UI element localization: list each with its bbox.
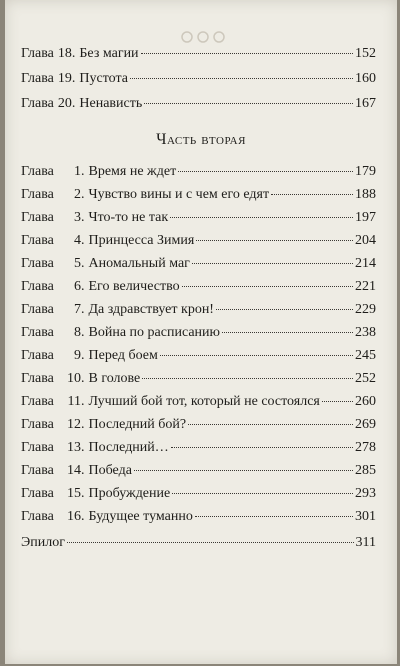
chapter-title: Пробуждение: [88, 486, 171, 501]
chapter-title: Его величество: [88, 279, 180, 294]
chapter-number: 6: [74, 279, 81, 294]
chapter-number: 13: [67, 440, 81, 455]
chapter-number: 16: [67, 509, 81, 524]
chapter-title: Без магии: [79, 46, 139, 61]
toc-entry: Глава 7 . Да здравствует крон! 229: [21, 302, 376, 317]
page-number: 252: [355, 371, 376, 386]
toc-entry: Глава 11 . Лучший бой тот, который не состоялся 260: [21, 394, 376, 409]
chapter-number: 1: [74, 164, 81, 179]
chapter-number: 4: [74, 233, 81, 248]
toc-entry: Глава 1 . Время не ждет 179: [21, 164, 376, 179]
chapter-number: 3: [74, 210, 81, 225]
book-page: [5, 0, 397, 664]
page-number: 311: [355, 535, 376, 550]
toc-entry: Глава 2 . Чувство вины и с чем его едят 188: [21, 187, 376, 202]
dot-leader: [134, 470, 353, 471]
chapter-title: Время не ждет: [88, 164, 177, 179]
chapter-number: 14: [67, 463, 81, 478]
page-number: 221: [355, 279, 376, 294]
dot-leader: [172, 493, 353, 494]
chapter-prefix: Глава: [21, 325, 54, 340]
chapter-number: 2: [74, 187, 81, 202]
dot-leader: [142, 378, 353, 379]
dot-leader: [216, 309, 353, 310]
toc-entry: Глава 14 . Победа 285: [21, 463, 376, 478]
part-heading: Часть вторая: [156, 131, 246, 148]
chapter-number: 10: [67, 371, 81, 386]
dot-leader: [144, 103, 353, 104]
chapter-number: 7: [74, 302, 81, 317]
epilogue-label: Эпилог: [21, 535, 65, 550]
chapter-title: В голове: [88, 371, 141, 386]
toc-entry: Глава 18 . Без магии 152: [21, 46, 376, 61]
dot-leader: [271, 194, 353, 195]
dot-leader: [160, 355, 353, 356]
chapter-number: 19: [57, 71, 72, 86]
chapter-title: Лучший бой тот, который не состоялся: [88, 394, 320, 409]
chapter-prefix: Глава: [21, 509, 54, 524]
dot-leader: [322, 401, 353, 402]
dot-leader: [222, 332, 353, 333]
chapter-number: 12: [67, 417, 81, 432]
toc-entry: Глава 9 . Перед боем 245: [21, 348, 376, 363]
page-number: 285: [355, 463, 376, 478]
chapter-title: Последний бой?: [88, 417, 187, 432]
chapter-number: 18: [57, 46, 72, 61]
toc-entry: Глава 15 . Пробуждение 293: [21, 486, 376, 501]
page-number: 197: [355, 210, 376, 225]
chapter-prefix: Глава: [21, 71, 54, 86]
page-number: 214: [355, 256, 376, 271]
chapter-prefix: Глава: [21, 210, 54, 225]
page-number: 167: [355, 96, 376, 111]
chapter-prefix: Глава: [21, 371, 54, 386]
dot-leader: [196, 240, 353, 241]
chapter-prefix: Глава: [21, 486, 54, 501]
chapter-title: Аномальный маг: [88, 256, 190, 271]
chapter-prefix: Глава: [21, 394, 54, 409]
chapter-title: Пустота: [79, 71, 128, 86]
chapter-title: Последний…: [88, 440, 169, 455]
page-number: 238: [355, 325, 376, 340]
chapter-prefix: Глава: [21, 256, 54, 271]
chapter-prefix: Глава: [21, 46, 54, 61]
page-number: 188: [355, 187, 376, 202]
chapter-number: 5: [74, 256, 81, 271]
page-number: 160: [355, 71, 376, 86]
chapter-prefix: Глава: [21, 187, 54, 202]
chapter-prefix: Глава: [21, 440, 54, 455]
page-number: 179: [355, 164, 376, 179]
chapter-title: Чувство вины и с чем его едят: [88, 187, 270, 202]
dot-leader: [182, 286, 353, 287]
chapter-number: 11: [67, 394, 81, 409]
chapter-prefix: Глава: [21, 463, 54, 478]
page-number: 269: [355, 417, 376, 432]
chapter-number: 20: [57, 96, 72, 111]
chapter-prefix: Глава: [21, 348, 54, 363]
toc-entry: Глава 6 . Его величество 221: [21, 279, 376, 294]
chapter-number: 15: [67, 486, 81, 501]
toc-entry: Глава 19 . Пустота 160: [21, 71, 376, 86]
chapter-title: Победа: [88, 463, 132, 478]
toc-entry: Глава 13 . Последний… 278: [21, 440, 376, 455]
page-number: 152: [355, 46, 376, 61]
dot-leader: [192, 263, 353, 264]
dot-leader: [171, 447, 353, 448]
toc-entry: Глава 20 . Ненависть 167: [21, 96, 376, 111]
chapter-prefix: Глава: [21, 96, 54, 111]
dot-leader: [141, 53, 353, 54]
page-number: 301: [355, 509, 376, 524]
toc-entry: Глава 4 . Принцесса Зимия 204: [21, 233, 376, 248]
page-number: 204: [355, 233, 376, 248]
dot-leader: [178, 171, 353, 172]
dot-leader: [188, 424, 353, 425]
chapter-prefix: Глава: [21, 233, 54, 248]
chapter-title: Да здравствует крон!: [88, 302, 214, 317]
chapter-title: Принцесса Зимия: [88, 233, 195, 248]
page-number: 245: [355, 348, 376, 363]
chapter-title: Война по расписанию: [88, 325, 220, 340]
chapter-number: 9: [74, 348, 81, 363]
toc-entry: Глава 8 . Война по расписанию 238: [21, 325, 376, 340]
toc-entry: Глава 5 . Аномальный маг 214: [21, 256, 376, 271]
page-number: 278: [355, 440, 376, 455]
chapter-title: Что-то не так: [88, 210, 169, 225]
toc-entry: Глава 12 . Последний бой? 269: [21, 417, 376, 432]
chapter-prefix: Глава: [21, 417, 54, 432]
ornament-icon: [173, 30, 233, 44]
chapter-title: Перед боем: [88, 348, 158, 363]
toc-entry: Глава 10 . В голове 252: [21, 371, 376, 386]
dot-leader: [67, 542, 354, 543]
page-number: 229: [355, 302, 376, 317]
dot-leader: [130, 78, 353, 79]
toc-entry: Глава 16 . Будущее туманно 301: [21, 509, 376, 524]
toc-entry-epilogue: [21, 535, 376, 555]
chapter-prefix: Глава: [21, 302, 54, 317]
chapter-prefix: Глава: [21, 279, 54, 294]
dot-leader: [170, 217, 353, 218]
chapter-title: Ненависть: [79, 96, 143, 111]
page-number: 293: [355, 486, 376, 501]
chapter-number: 8: [74, 325, 81, 340]
chapter-title: Будущее туманно: [88, 509, 193, 524]
page-number: 260: [355, 394, 376, 409]
chapter-prefix: Глава: [21, 164, 54, 179]
dot-leader: [195, 516, 353, 517]
toc-entry: Глава 3 . Что-то не так 197: [21, 210, 376, 225]
